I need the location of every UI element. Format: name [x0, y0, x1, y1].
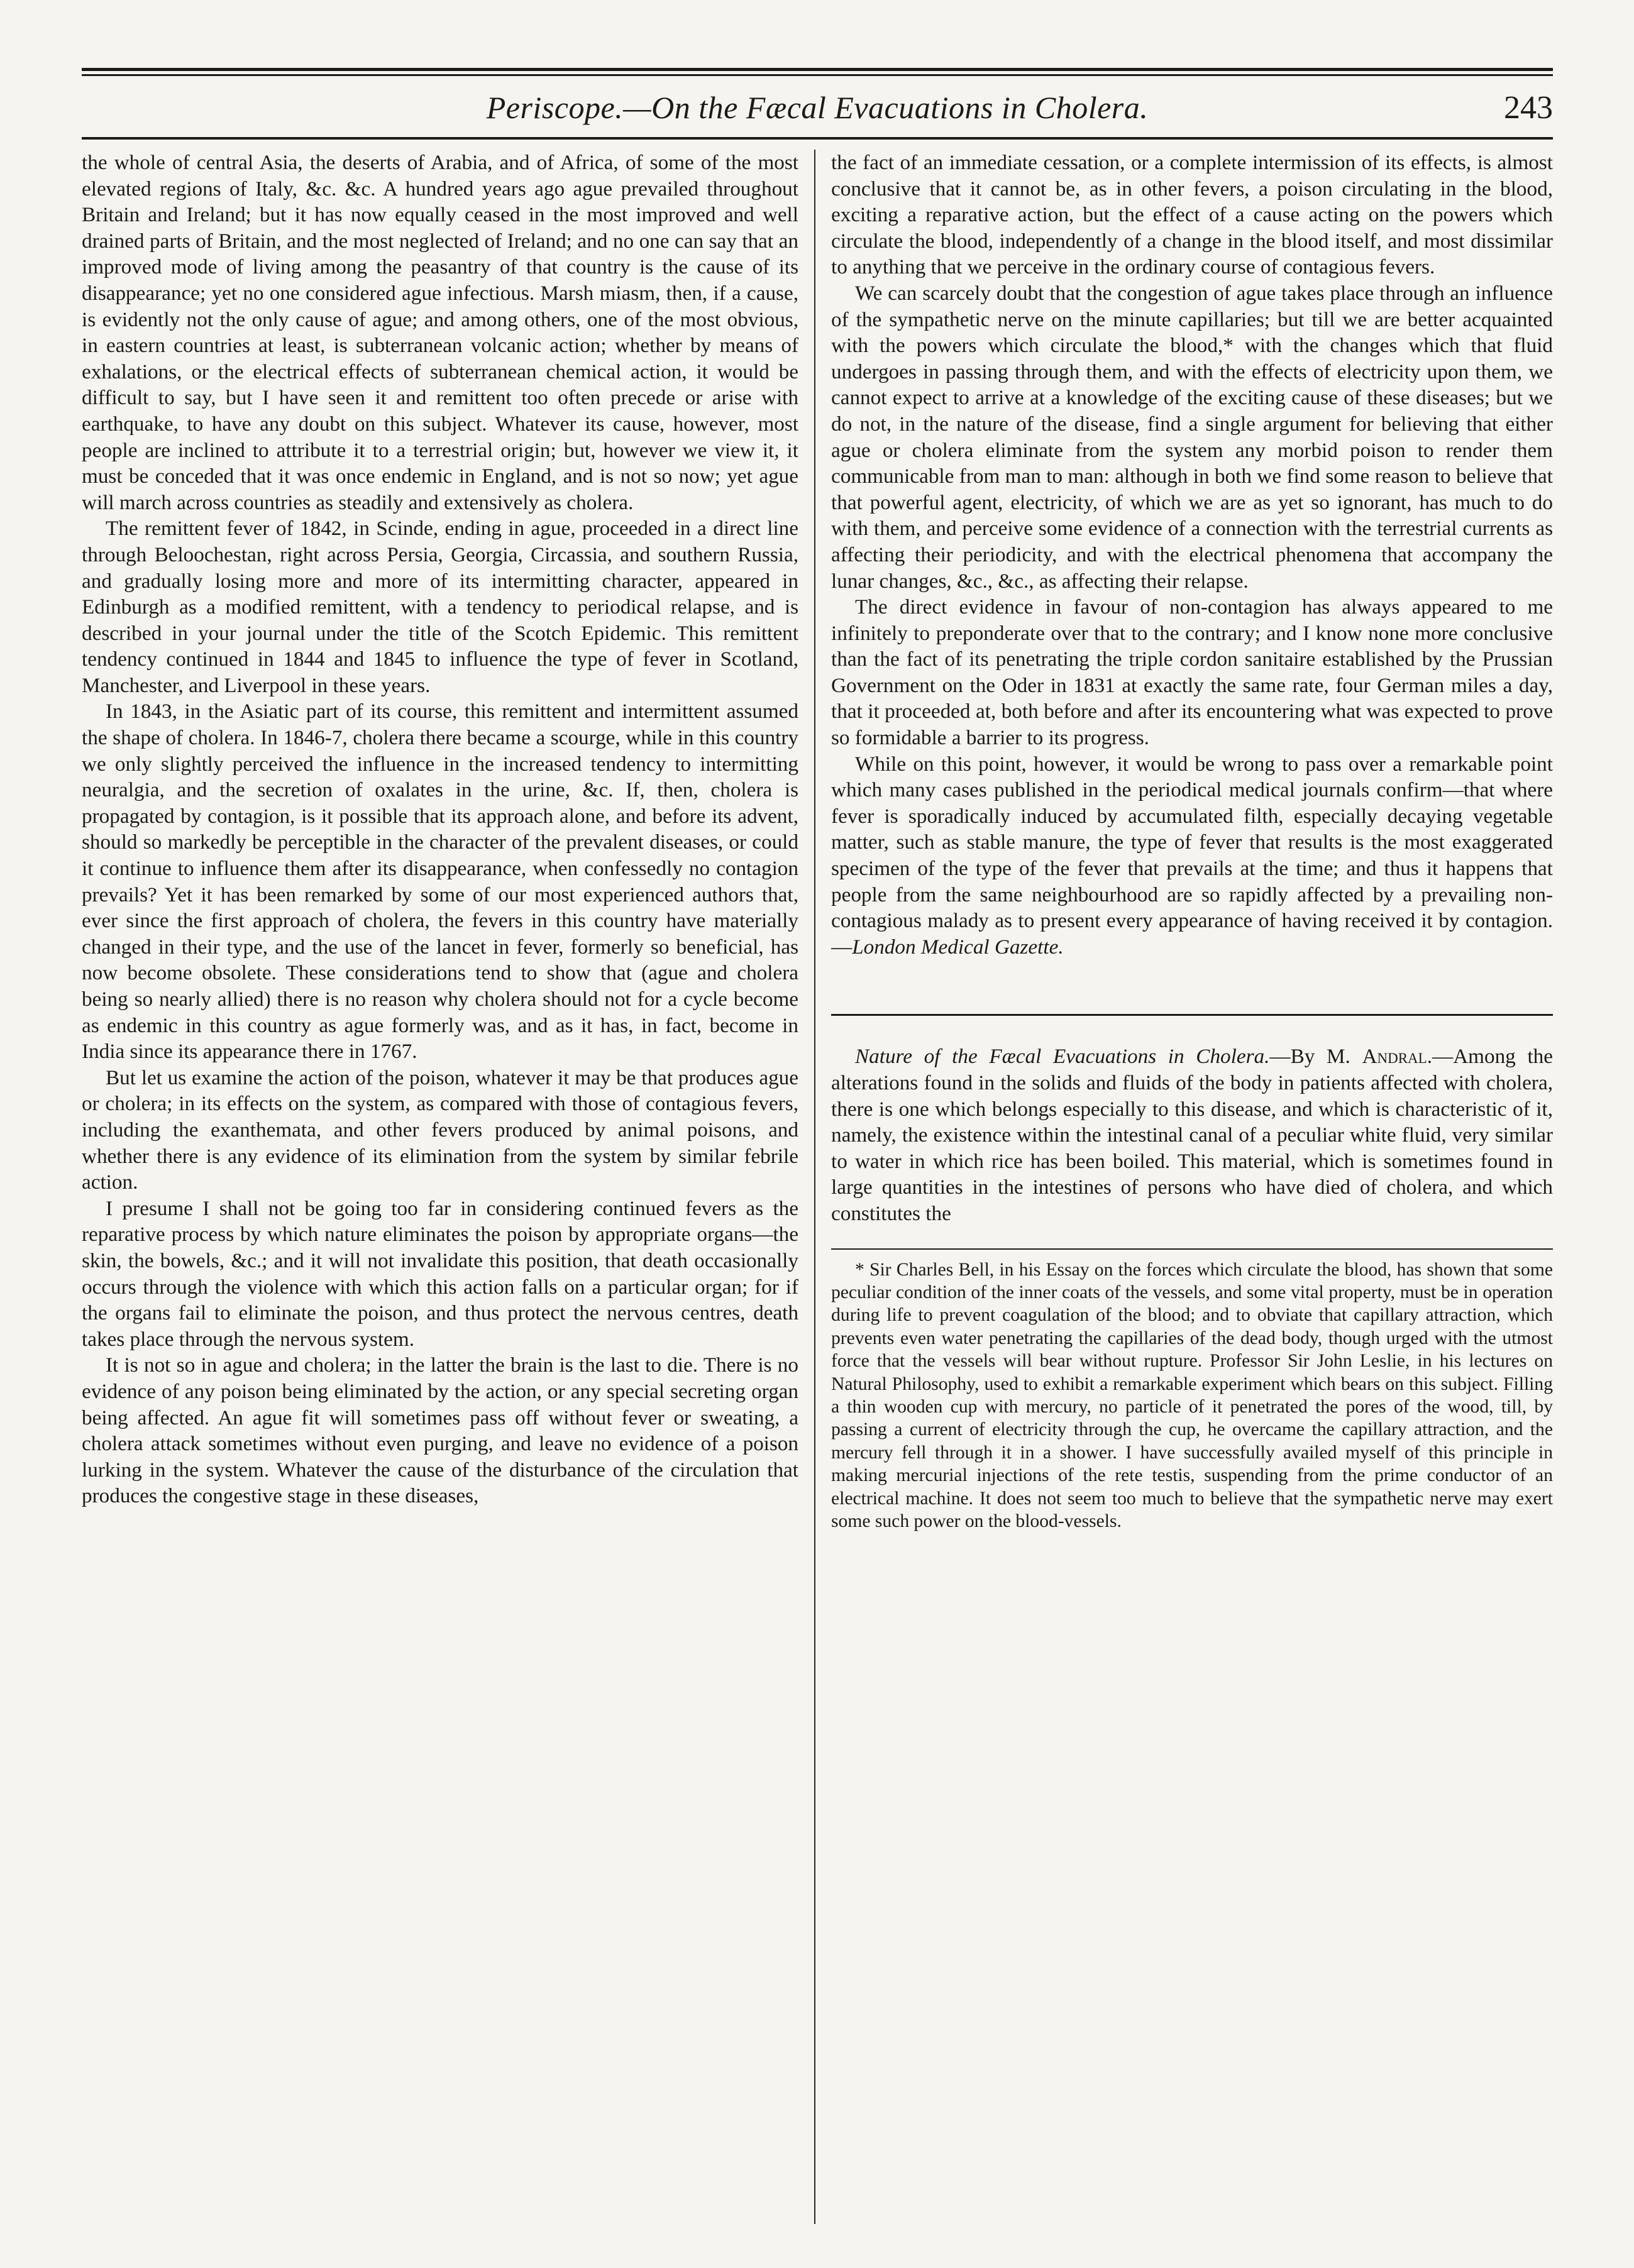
top-double-rule — [82, 68, 1553, 78]
source-citation: London Medical Gazette. — [852, 935, 1064, 959]
paragraph: We can scarcely doubt that the congestion of ague takes place through an influence of the sympathetic nerve on the minute capillaries; but till we are better acquainted with the powers which circulate the blood,* with the changes which that fluid undergoes in passing through them, and with the effects of electricity upon them, we cannot expect to arrive at a knowledge of the exciting cause of these diseases; but we do not, in the nature of the disease, find a single argument for believing that either ague or cholera eliminate from the system any morbid poison to render them communicable from man to man: although in both we find some reason to believe that that powerful agent, electricity, of which we are as yet so ignorant, has much to do with them, and perceive some evidence of a connection with the terrestrial currents as affecting their periodicity, and with the electrical phenomena that accompany the lunar changes, &c., &c., as affecting their relapse. — [831, 281, 1553, 593]
paragraph: It is not so in ague and cholera; in the latter the brain is the last to die. There is no evidence of any poison being eliminated by the action, or any special secreting organ being affected. An ague fit will sometimes pass off without fever or sweating, a cholera attack sometimes without even purging, and leave no evidence of a poison lurking in the system. Whatever the cause of the disturbance of the circulation that produces the congestive stage in these diseases, — [82, 1353, 798, 1508]
paragraph: the fact of an immediate cessation, or a complete intermission of its effects, is almost conclusive that it cannot be, as in other fevers, a poison circulating in the blood, exciting a reparative action, but the effect of a cause acting on the powers which circulate the blood, independently of a change in the blood itself, and most dissimilar to anything that we perceive in the ordinary course of contagious fevers. — [831, 151, 1553, 279]
author-name: Andral. — [1362, 1045, 1432, 1069]
column-divider — [814, 150, 815, 2224]
paragraph: In 1843, in the Asiatic part of its course, this remittent and intermittent assumed the shape of cholera. In 1846-7, cholera there became a scourge, while in this country we only slightly perceived the influence in the increased tendency to intermitting neuralgia, and the secretion of oxalates in the urine, &c. If, then, cholera is propagated by contagion, is it possible that its approach alone, and before its advent, should so markedly be perceptible in the character of the prevalent diseases, or could it continue to influence them after its disappearance, when confessedly no contagion prevails? Yet it has been remarked by some of our most experienced authors that, ever since the first approach of cholera, the fevers in this country have materially changed in their type, and the use of the lancet in fever, formerly so beneficial, has now become obsolete. These considerations tend to show that (ague and cholera being so nearly allied) there is no reason why cholera should not for a cycle become as endemic in this country as ague formerly was, and as it has, in fact, become in India since its appearance there in 1767. — [82, 700, 798, 1064]
header-rule — [82, 137, 1553, 140]
article-title: Nature of the Fæcal Evacuations in Cholera. — [855, 1045, 1270, 1069]
paragraph: I presume I shall not be going too far in considering continued fevers as the reparative process by which nature eliminates the poison by appropriate organs—the skin, the bowels, &c.; and it will not invalidate this position, that death occasionally occurs through the violence with which this action falls on a particular organ; for if the organs fail to eliminate the poison, and thus protect the nervous centres, death takes place through the nervous system. — [82, 1196, 798, 1351]
paragraph: the whole of central Asia, the deserts of Arabia, and of Africa, of some of the most elevated regions of Italy, &c. &c. A hundred years ago ague prevailed throughout Britain and Ireland; but it has now equally ceased in the most improved and well drained parts of Britain, and the most neglected of Ireland; and no one can say that an improved mode of living among the peasantry of that country is the cause of its disappearance; yet no one considered ague infectious. Marsh miasm, then, if a cause, is evidently not the only cause of ague; and among others, one of the most obvious, in eastern countries at least, is subterranean volcanic action; whether by means of exhalations, or the electrical effects of subterranean chemical action, it would be difficult to say, but I have seen it and remittent too often precede or arise with earthquake, to have any doubt on this subject. Whatever its cause, however, most people are inclined to attribute it to a terrestrial origin; but, however we view it, it must be conceded that it was once endemic in England, and is not so now; yet ague will march across countries as steadily and extensively as cholera. — [82, 151, 798, 514]
byline: —By M. — [1269, 1045, 1350, 1069]
paragraph: The direct evidence in favour of non-contagion has always appeared to me infinitely to preponderate over that to the contrary; and I know none more conclusive than the fact of its penetrating the triple cordon sanitaire established by the Prussian Government on the Oder in 1831 at exactly the same rate, four German miles a day, that it proceeded at, both before and after its encountering what was expected to prove so formidable a barrier to its progress. — [831, 595, 1553, 750]
paragraph — [831, 751, 1553, 961]
paragraph-text: While on this point, however, it would be wrong to pass over a remarkable point which many cases published in the periodical medical journals confirm—that where fever is sporadically induced by accumulated filth, especially decaying vegetable matter, such as stable manure, the type of fever that results is the most exaggerated specimen of the type of the fever that prevails at the time; and thus it happens that people from the same neighbourhood are so rapidly affected by a prevailing non-contagious malady as to present every appearance of having received it by contagion.— — [831, 752, 1553, 959]
page-header — [82, 83, 1553, 133]
footnote: * Sir Charles Bell, in his Essay on the forces which circulate the blood, has shown that some peculiar condition of the inner coats of the vessels, and some vital property, must be in operation during life to prevent coagulation of the blood; and to obviate that capillary attraction, which prevents even water penetrating the capillaries of the dead body, though urged with the utmost force that the vessels will bear without rupture. Professor Sir John Leslie, in his lectures on Natural Philosophy, used to exhibit a remarkable experiment which bears on this subject. Filling a thin wooden cup with mercury, no particle of it penetrated the pores of the wood, till, by passing a current of electricity through the cup, he overcame the capillary attraction, and the mercury fell through it in a shower. I have successfully availed myself of this principle in making mercurial injections of the rete testis, suspending from the prime conductor of an electrical machine. It does not seem too much to believe that the sympathetic nerve may exert some such power on the blood-vessels. — [831, 1259, 1553, 1532]
article-paragraph — [831, 1043, 1553, 1226]
left-column — [82, 150, 798, 2224]
footnote-rule — [831, 1248, 1553, 1250]
paragraph: But let us examine the action of the poison, whatever it may be that produces ague or cholera; in its effects on the system, as compared with those of contagious fevers, including the exanthemata, and other fevers produced by animal poisons, and whether there is any evidence of its elimination from the system by similar febrile action. — [82, 1065, 798, 1194]
running-title: Periscope.—On the Fæcal Evacuations in Cholera. — [486, 90, 1149, 125]
section-rule — [831, 1014, 1553, 1016]
right-column — [831, 150, 1553, 2224]
page-number: 243 — [1504, 90, 1553, 126]
article-text: —Among the alterations found in the solids and fluids of the body in patients affected with cholera, there is one which belongs especially to this disease, and which is characteristic of it, namely, the existence within the intestinal canal of a peculiar white fluid, very similar to water in which rice has been boiled. This material, which is sometimes found in large quantities in the intestines of persons who have died of cholera, and which constitutes the — [831, 1045, 1553, 1225]
paragraph: The remittent fever of 1842, in Scinde, ending in ague, proceeded in a direct line through Beloochestan, right across Persia, Georgia, Circassia, and southern Russia, and gradually losing more and more of its intermitting character, appeared in Edinburgh as a modified remittent, with a tendency to periodical relapse, and is described in your journal under the title of the Scotch Epidemic. This remittent tendency continued in 1844 and 1845 to influence the type of fever in Scotland, Manchester, and Liverpool in these years. — [82, 517, 798, 697]
